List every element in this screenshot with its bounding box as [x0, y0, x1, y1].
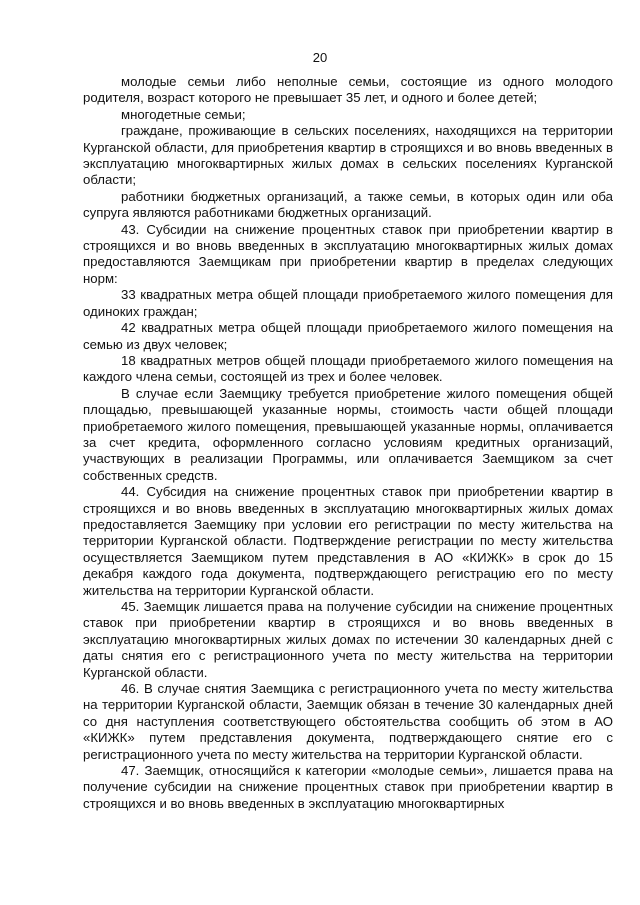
- paragraph-rural-citizens: граждане, проживающие в сельских поселениях, находящихся на территории Курганской области, для приобретения квартир в строящихся и во вновь введенных в эксплуатацию многоквартирных жилых домах в сельских поселениях Курганской области;: [83, 123, 613, 188]
- paragraph-norm-single: 33 квадратных метра общей площади приобретаемого жилого помещения для одиноких граждан;: [83, 287, 613, 319]
- paragraph-young-families: молодые семьи либо неполные семьи, состоящие из одного молодого родителя, возраст которого не превышает 35 лет, и одного и более детей;: [83, 74, 613, 106]
- document-body: [83, 74, 613, 812]
- paragraph-budget-workers: работники бюджетных организаций, а также семьи, в которых один или оба супруга являются работниками бюджетных организаций.: [83, 188, 613, 221]
- paragraph-excess-area: В случае если Заемщику требуется приобретение жилого помещения общей площадью, превышающей указанные нормы, стоимость части общей площади приобретаемого жилого помещения, превышающей указанные нормы, оплачивается за счет кредита, оформленного согласно условиям кредитных организаций, участвующих в реализации Программы, или оплачивается Заемщиком за счет собственных средств.: [83, 385, 613, 483]
- paragraph-norm-three-plus: 18 квадратных метров общей площади приобретаемого жилого помещения на каждого члена семьи, состоящей из трех и более человек.: [83, 352, 613, 385]
- paragraph-clause-45: 45. Заемщик лишается права на получение субсидии на снижение процентных ставок при приобретении квартир в строящихся и во вновь введенных в эксплуатацию многоквартирных жилых домах по истечении 30 календарных дней с даты снятия его с регистрационного учета по месту жительства на территории Курганской области.: [83, 599, 613, 680]
- paragraph-clause-46: 46. В случае снятия Заемщика с регистрационного учета по месту жительства на территории Курганской области, Заемщик обязан в течение 30 календарных дней со дня наступления соответствующего обстоятельства сообщить об этом в АО «КИЖК» путем представления документа, подтверждающего снятие его с регистрационного учета по месту жительства на территории Курганской области.: [83, 681, 613, 762]
- paragraph-clause-47: 47. Заемщик, относящийся к категории «молодые семьи», лишается права на получение субсидии на снижение процентных ставок при приобретении квартир в строящихся и во вновь введенных в эксплуатацию многоквартирных: [83, 763, 613, 811]
- paragraph-clause-43: 43. Субсидии на снижение процентных ставок при приобретении квартир в строящихся и во вновь введенных в эксплуатацию многоквартирных жилых домах предоставляются Заемщикам при приобретении квартир в пределах следующих норм:: [83, 221, 613, 286]
- paragraph-clause-44: 44. Субсидия на снижение процентных ставок при приобретении квартир в строящихся и во вновь введенных в эксплуатацию многоквартирных жилых домах предоставляется Заемщику при условии его регистрации по месту жительства на территории Курганской области. Подтверждение регистрации по месту жительства осуществляется Заемщиком путем представления в АО «КИЖК» в срок до 15 декабря каждого года документа, подтверждающего регистрацию его по месту жительства на территории Курганской области.: [83, 484, 613, 598]
- page-number: 20: [312, 50, 328, 65]
- paragraph-large-families: многодетные семьи;: [121, 106, 246, 122]
- paragraph-norm-two-persons: 42 квадратных метра общей площади приобретаемого жилого помещения на семью из двух человек;: [83, 320, 613, 352]
